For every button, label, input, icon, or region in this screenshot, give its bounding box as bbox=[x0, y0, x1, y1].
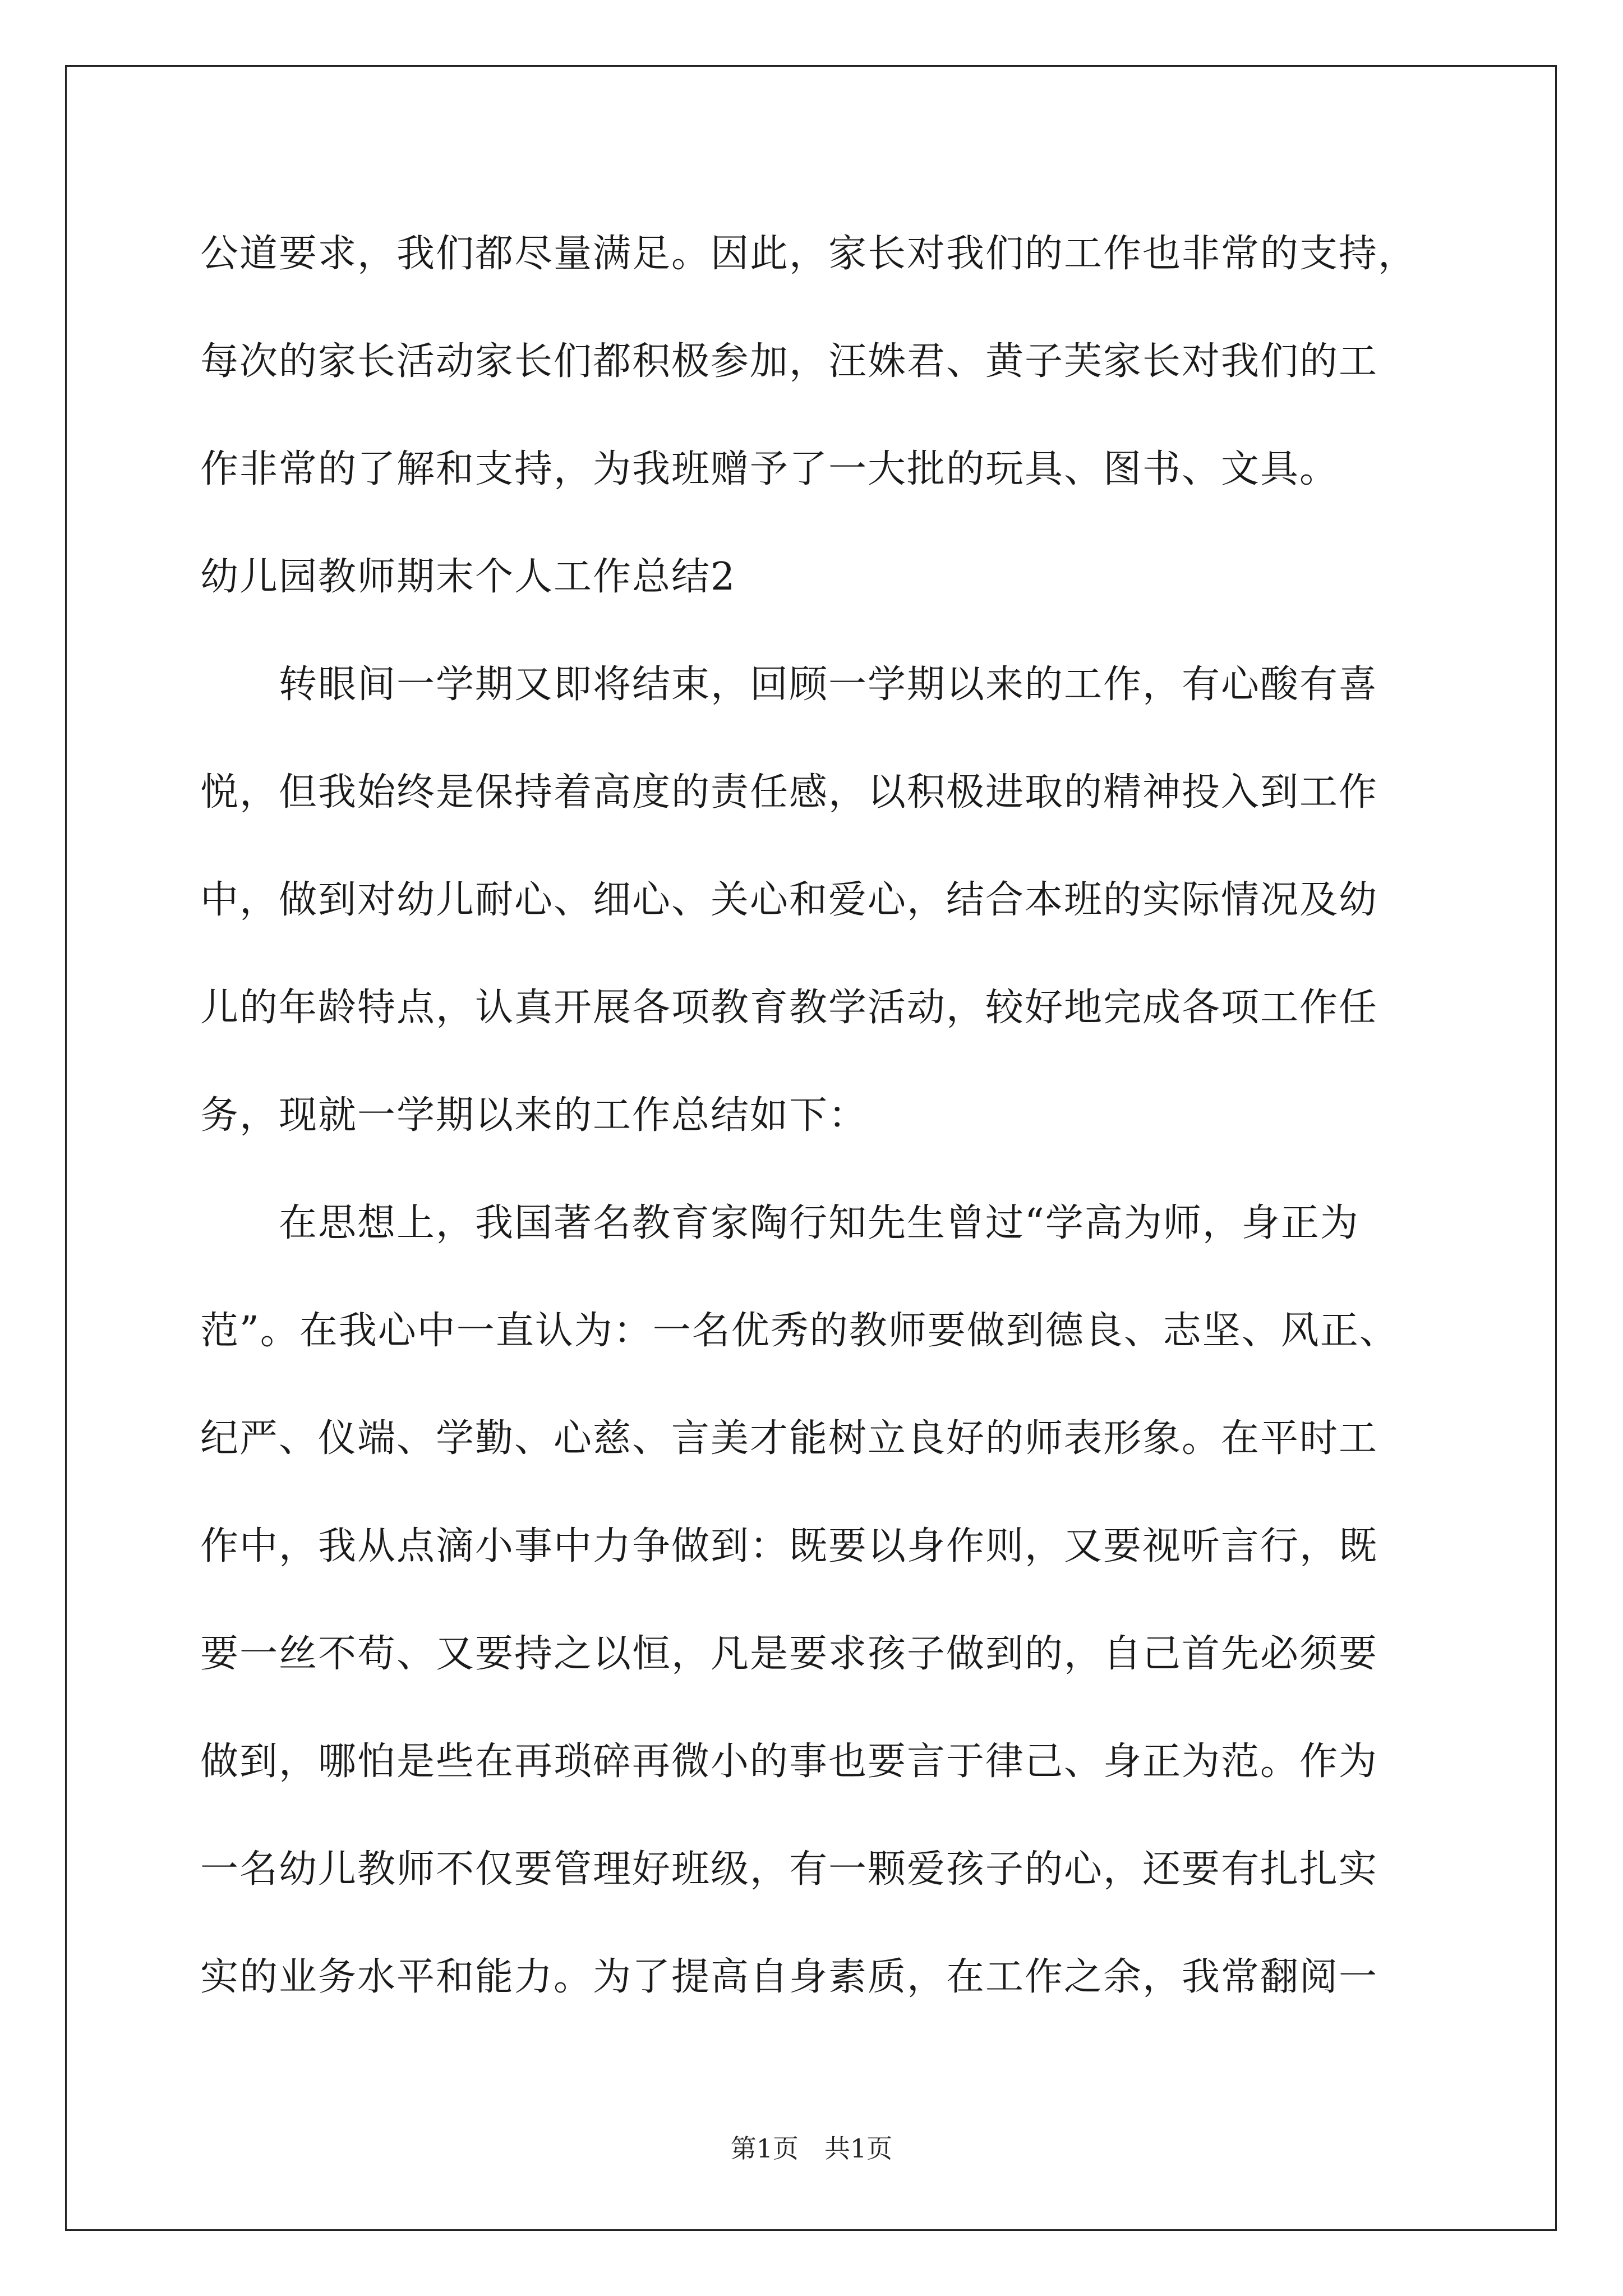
text-line: 中，做到对幼儿耐心、细心、关心和爱心，结合本班的实际情况及幼 bbox=[200, 878, 1378, 922]
text-line: 实的业务水平和能力。为了提高自身素质，在工作之余，我常翻阅一 bbox=[200, 1955, 1378, 1999]
text-line: 范”。在我心中一直认为：一名优秀的教师要做到德良、志坚、风正、 bbox=[200, 1309, 1399, 1353]
text-line: 要一丝不苟、又要持之以恒，凡是要求孩子做到的，自己首先必须要 bbox=[200, 1632, 1378, 1676]
text-line: 纪严、仪端、学勤、心慈、言美才能树立良好的师表形象。在平时工 bbox=[200, 1416, 1378, 1461]
text-line: 儿的年龄特点，认真开展各项教育教学活动，较好地完成各项工作任 bbox=[200, 986, 1378, 1030]
text-line: 悦，但我始终是保持着高度的责任感，以积极进取的精神投入到工作 bbox=[200, 770, 1378, 815]
text-line: 作非常的了解和支持，为我班赠予了一大批的玩具、图书、文具。 bbox=[200, 447, 1339, 491]
paragraph-first-line: 在思想上，我国著名教育家陶行知先生曾过“学高为师，身正为 bbox=[279, 1201, 1359, 1245]
text-line: 做到，哪怕是些在再琐碎再微小的事也要言于律己、身正为范。作为 bbox=[200, 1740, 1378, 1784]
section-heading: 幼儿园教师期末个人工作总结2 bbox=[200, 555, 736, 599]
page-number-footer: 第1页 共1页 bbox=[730, 2133, 893, 2164]
text-line: 一名幼儿教师不仅要管理好班级，有一颗爱孩子的心，还要有扎扎实 bbox=[200, 1847, 1378, 1892]
text-line: 作中，我从点滴小事中力争做到：既要以身作则，又要视听言行，既 bbox=[200, 1524, 1378, 1568]
paragraph-first-line: 转眼间一学期又即将结束，回顾一学期以来的工作，有心酸有喜 bbox=[279, 662, 1378, 707]
text-line: 务，现就一学期以来的工作总结如下： bbox=[200, 1093, 868, 1138]
text-line: 每次的家长活动家长们都积极参加，汪姝君、黄子芙家长对我们的工 bbox=[200, 339, 1378, 384]
text-line: 公道要求，我们都尽量满足。因此，家长对我们的工作也非常的支持， bbox=[200, 232, 1418, 276]
